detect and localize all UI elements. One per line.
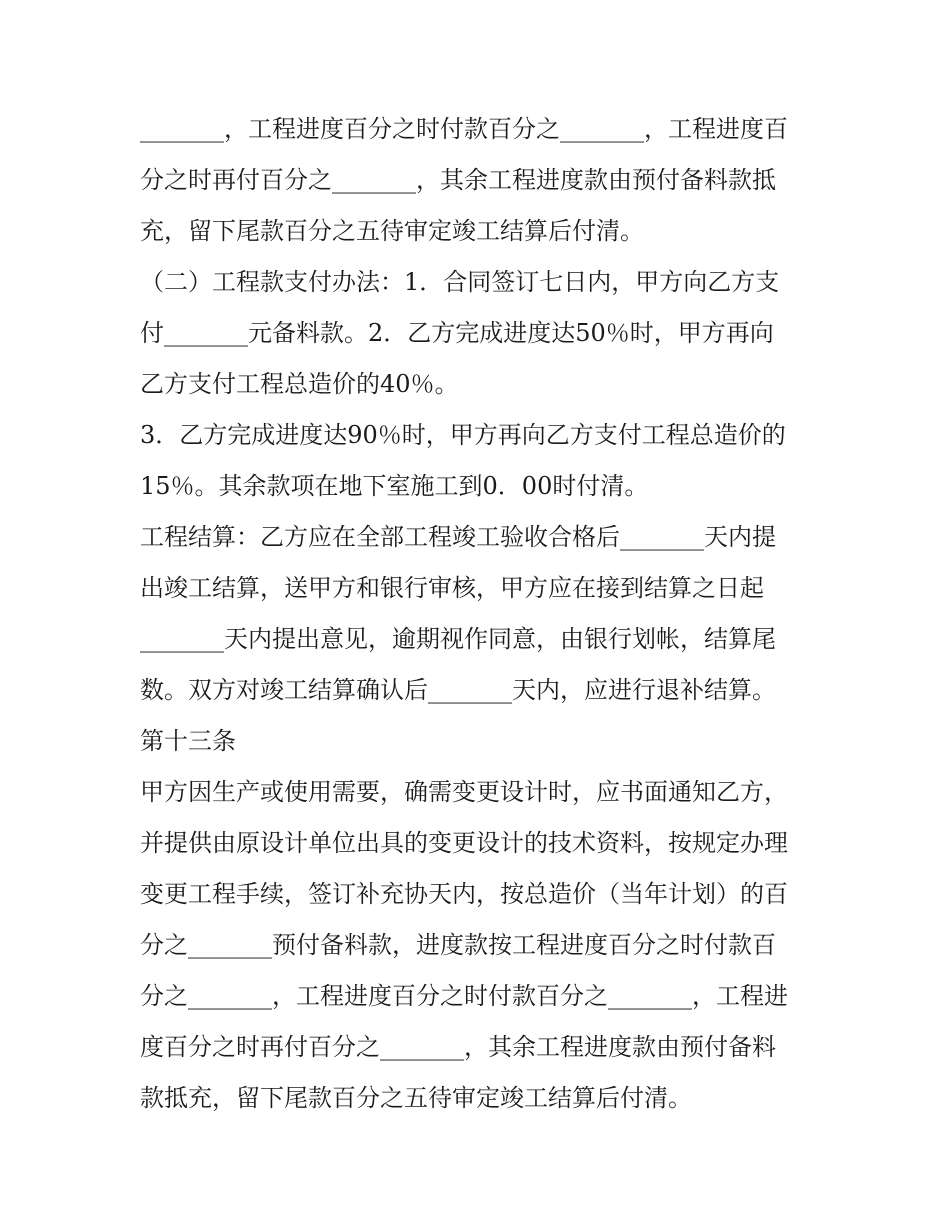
- text-line: _______，工程进度百分之时付款百分之_______，工程进度百: [140, 115, 788, 143]
- text-line: （二）工程款支付办法：1．合同签订七日内，甲方向乙方支: [140, 268, 780, 296]
- text-line: 乙方支付工程总造价的40％。: [140, 370, 459, 398]
- text-line: 出竣工结算，送甲方和银行审核，甲方应在接到结算之日起: [140, 574, 764, 602]
- text-line: 付_______元备料款。2．乙方完成进度达50％时，甲方再向: [140, 319, 774, 347]
- text-line: 分之_______预付备料款，进度款按工程进度百分之时付款百: [140, 931, 776, 959]
- text-line: _______天内提出意见，逾期视作同意，由银行划帐，结算尾: [140, 625, 776, 653]
- text-line: 数。双方对竣工结算确认后_______天内，应进行退补结算。: [140, 676, 776, 704]
- text-line: 分之时再付百分之_______，其余工程进度款由预付备料款抵: [140, 166, 776, 194]
- text-line: 工程结算：乙方应在全部工程竣工验收合格后_______天内提: [140, 523, 776, 551]
- contract-text: [140, 104, 830, 1124]
- text-line: 度百分之时再付百分之_______，其余工程进度款由预付备料: [140, 1033, 776, 1061]
- text-line: 变更工程手续，签订补充协天内，按总造价（当年计划）的百: [140, 880, 788, 908]
- text-line: 分之_______，工程进度百分之时付款百分之_______，工程进: [140, 982, 788, 1010]
- text-line: 3．乙方完成进度达90％时，甲方再向乙方支付工程总造价的: [140, 421, 786, 449]
- text-line: 甲方因生产或使用需要，确需变更设计时，应书面通知乙方，: [140, 778, 788, 806]
- section-heading: 第十三条: [140, 727, 236, 755]
- text-line: 充，留下尾款百分之五待审定竣工结算后付清。: [140, 217, 644, 245]
- text-line: 款抵充，留下尾款百分之五待审定竣工结算后付清。: [140, 1084, 692, 1112]
- text-line: 15％。其余款项在地下室施工到0．00时付清。: [140, 472, 649, 500]
- text-line: 并提供由原设计单位出具的变更设计的技术资料，按规定办理: [140, 829, 788, 857]
